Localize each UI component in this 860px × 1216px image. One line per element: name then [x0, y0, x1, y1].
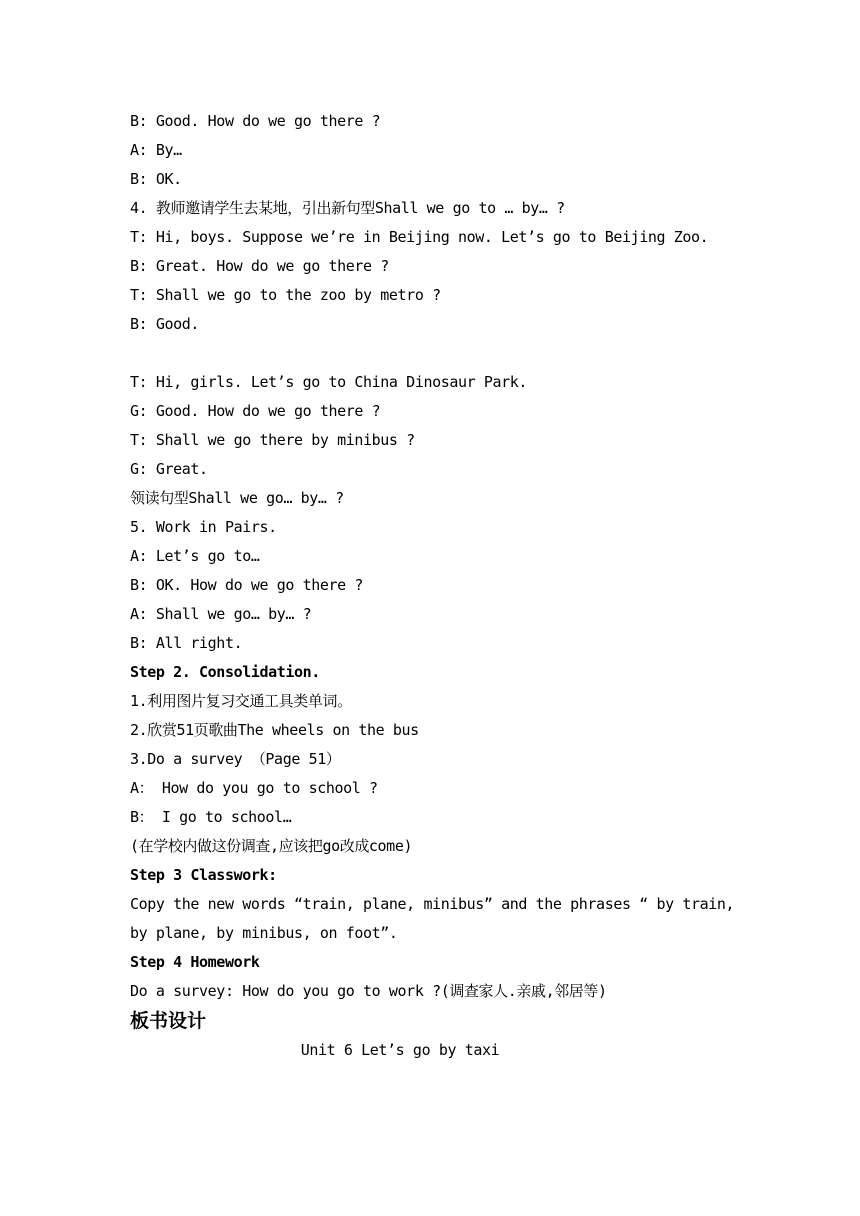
instruction-line: Copy the new words “train, plane, minibus” and the phrases “ by train, — [130, 895, 735, 913]
dialogue-line: T: Hi, boys. Suppose we’re in Beijing now. Let’s go to Beijing Zoo. — [130, 228, 709, 246]
dialogue-line: B: Good. — [130, 315, 200, 333]
step-heading: Step 2. Consolidation. — [130, 663, 320, 681]
section-heading: 板书设计 — [130, 1010, 207, 1032]
dialogue-line: T: Hi, girls. Let’s go to China Dinosaur Park. — [130, 373, 528, 391]
instruction-line: Do a survey: How do you go to work ?(调查家人.亲戚,邻居等) — [130, 982, 607, 1000]
document-page — [130, 107, 750, 1065]
dialogue-line: A: Let’s go to… — [130, 547, 260, 565]
blank-line — [130, 339, 750, 368]
dialogue-line: A: Shall we go… by… ? — [130, 605, 312, 623]
instruction-line: 领读句型Shall we go… by… ? — [130, 489, 344, 507]
step-heading: Step 3 Classwork: — [130, 866, 277, 884]
dialogue-line: G: Good. How do we go there ? — [130, 402, 381, 420]
dialogue-line: B: Good. How do we go there ? — [130, 112, 381, 130]
instruction-line: 5. Work in Pairs. — [130, 518, 277, 536]
dialogue-line: B: OK. — [130, 170, 182, 188]
dialogue-line: A： How do you go to school ? — [130, 779, 378, 797]
instruction-line: 2.欣赏51页歌曲The wheels on the bus — [130, 721, 419, 739]
board-title: Unit 6 Let’s go by taxi — [300, 1041, 500, 1059]
dialogue-line: G: Great. — [130, 460, 208, 478]
dialogue-line: A: By… — [130, 141, 182, 159]
note-line: (在学校内做这份调查,应该把go改成come) — [130, 837, 413, 855]
instruction-line: 1.利用图片复习交通工具类单词。 — [130, 692, 352, 710]
instruction-line: by plane, by minibus, on foot”. — [130, 924, 398, 942]
instruction-line: 4. 教师邀请学生去某地，引出新句型Shall we go to … by… ? — [130, 199, 565, 217]
dialogue-line: T: Shall we go there by minibus ? — [130, 431, 415, 449]
dialogue-line: B: All right. — [130, 634, 243, 652]
dialogue-line: B： I go to school… — [130, 808, 292, 826]
dialogue-line: B: Great. How do we go there ? — [130, 257, 389, 275]
instruction-line: 3.Do a survey （Page 51） — [130, 750, 341, 768]
step-heading: Step 4 Homework — [130, 953, 260, 971]
dialogue-line: B: OK. How do we go there ? — [130, 576, 364, 594]
dialogue-line: T: Shall we go to the zoo by metro ? — [130, 286, 441, 304]
